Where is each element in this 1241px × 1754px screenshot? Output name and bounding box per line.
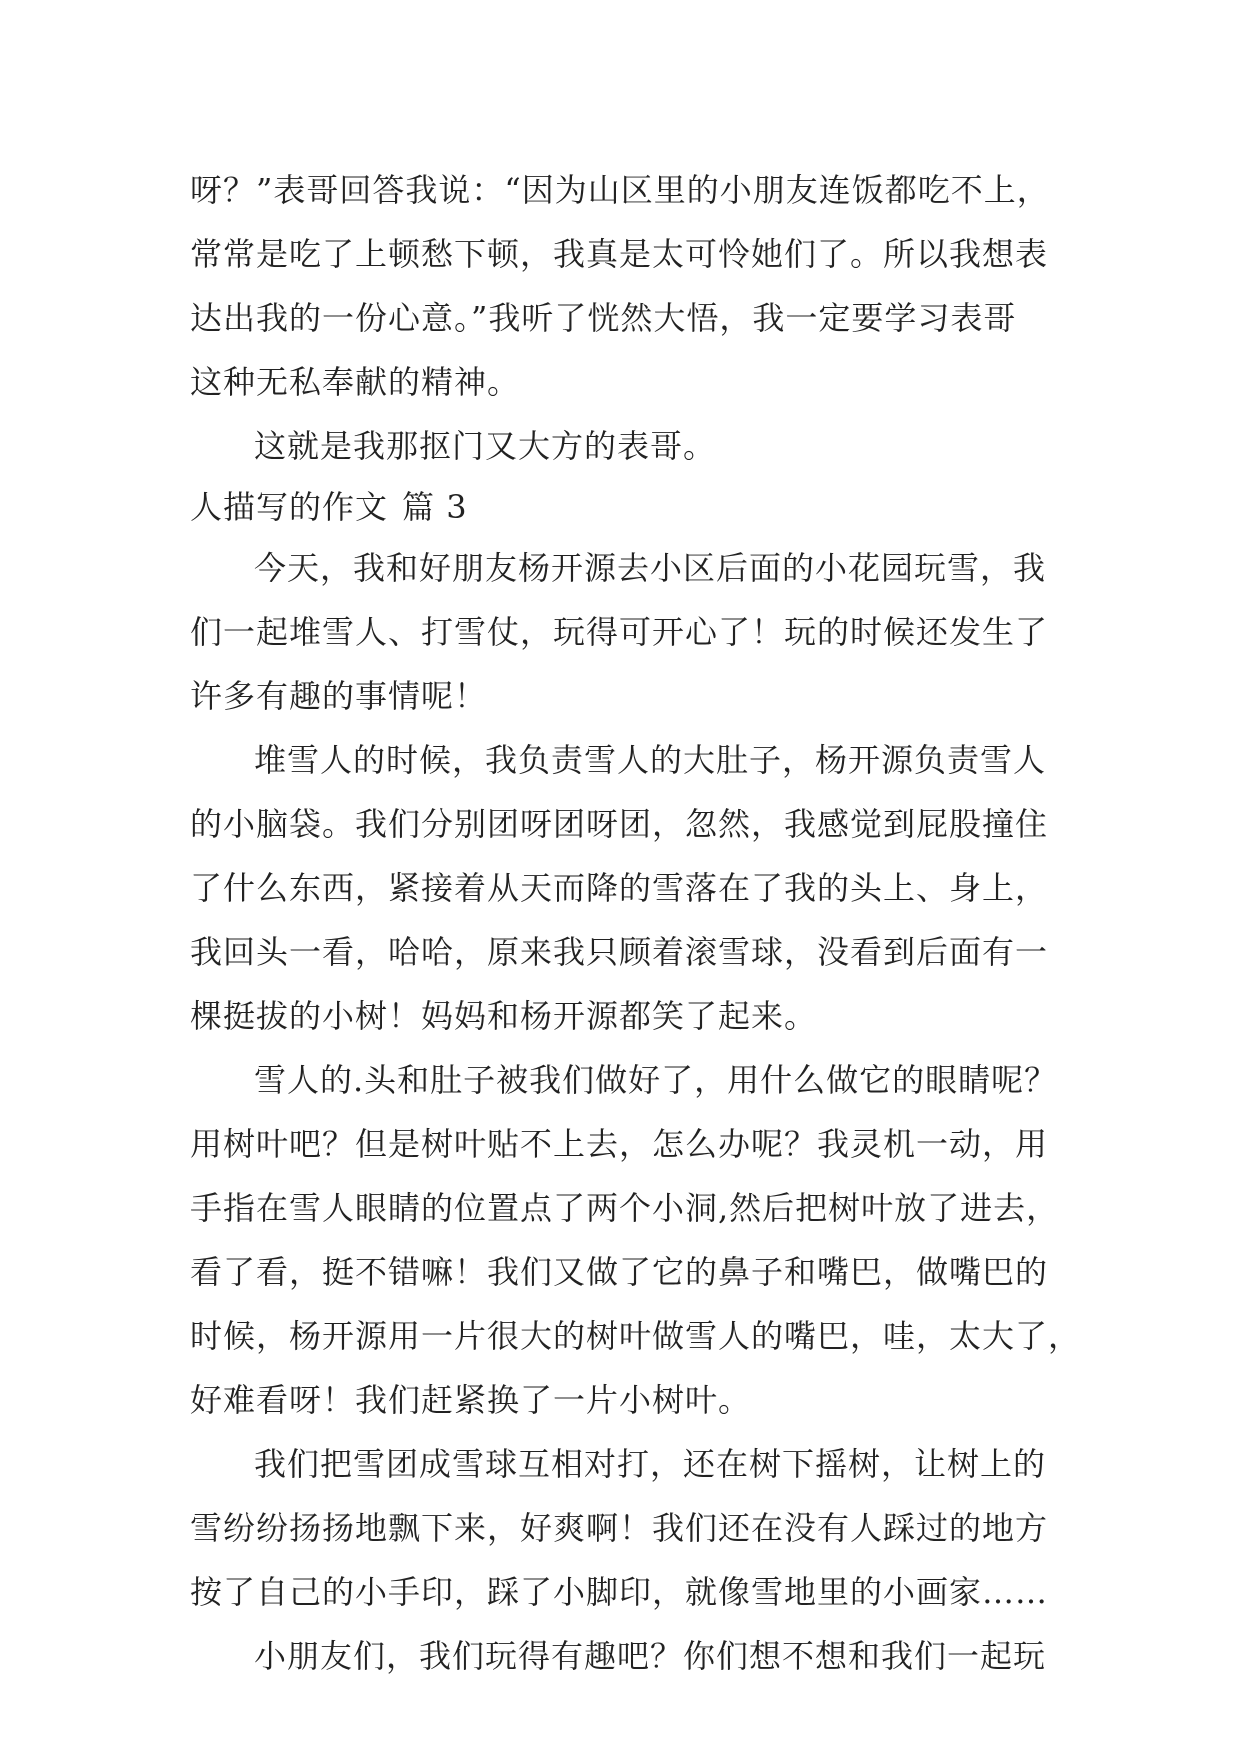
text-line: 时候，杨开源用一片很大的树叶做雪人的嘴巴，哇，太大了， bbox=[190, 1317, 1082, 1355]
document-body bbox=[190, 158, 1082, 1688]
text-line: 这种无私奉献的精神。 bbox=[190, 363, 521, 401]
text-line: 我回头一看，哈哈，原来我只顾着滚雪球，没看到后面有一 bbox=[190, 933, 1049, 971]
text-line: 常常是吃了上顿愁下顿，我真是太可怜她们了。所以我想表 bbox=[190, 235, 1049, 273]
section-heading bbox=[190, 478, 1070, 536]
text-line: 了什么东西，紧接着从天而降的雪落在了我的头上、身上， bbox=[190, 869, 1049, 907]
text-line: 看了看，挺不错嘛！我们又做了它的鼻子和嘴巴，做嘴巴的 bbox=[190, 1253, 1049, 1291]
text-line: 好难看呀！我们赶紧换了一片小树叶。 bbox=[190, 1381, 752, 1419]
text-line: 按了自己的小手印，踩了小脚印，就像雪地里的小画家…… bbox=[190, 1573, 1049, 1611]
section-title: 人描写的作文 bbox=[190, 488, 389, 526]
text-line: 小朋友们，我们玩得有趣吧？你们想不想和我们一起玩 bbox=[254, 1637, 1047, 1675]
text-line: 我们把雪团成雪球互相对打，还在树下摇树，让树上的 bbox=[254, 1445, 1047, 1483]
paragraph-snowball-fight bbox=[190, 1432, 1070, 1624]
text-line: 达出我的一份心意。”我听了恍然大悟，我一定要学习表哥 bbox=[190, 299, 1017, 337]
text-line: 用树叶吧？但是树叶贴不上去，怎么办呢？我灵机一动，用 bbox=[190, 1125, 1049, 1163]
text-line: 手指在雪人眼睛的位置点了两个小洞,然后把树叶放了进去， bbox=[190, 1189, 1060, 1227]
text-line: 许多有趣的事情呢！ bbox=[190, 677, 488, 715]
paragraph-eyes bbox=[190, 1048, 1082, 1432]
text-line: 堆雪人的时候，我负责雪人的大肚子，杨开源负责雪人 bbox=[254, 741, 1047, 779]
text-line: 呀？”表哥回答我说：“因为山区里的小朋友连饭都吃不上， bbox=[190, 171, 1050, 209]
paragraph-closing bbox=[190, 1624, 1070, 1688]
closing-sentence: 这就是我那抠门又大方的表哥。 bbox=[254, 427, 717, 465]
text-line: 们一起堆雪人、打雪仗，玩得可开心了！玩的时候还发生了 bbox=[190, 613, 1049, 651]
text-line: 棵挺拔的小树！妈妈和杨开源都笑了起来。 bbox=[190, 997, 818, 1035]
text-line: 雪人的.头和肚子被我们做好了，用什么做它的眼睛呢？ bbox=[254, 1061, 1058, 1099]
section-number: 篇 3 bbox=[402, 488, 468, 526]
paragraph-intro bbox=[190, 536, 1070, 728]
text-line: 雪纷纷扬扬地飘下来，好爽啊！我们还在没有人踩过的地方 bbox=[190, 1509, 1049, 1547]
text-line: 今天，我和好朋友杨开源去小区后面的小花园玩雪，我 bbox=[254, 549, 1047, 587]
paragraph-snowman bbox=[190, 728, 1070, 1048]
text-line: 的小脑袋。我们分别团呀团呀团，忽然，我感觉到屁股撞住 bbox=[190, 805, 1049, 843]
previous-section-ending bbox=[190, 158, 1070, 478]
